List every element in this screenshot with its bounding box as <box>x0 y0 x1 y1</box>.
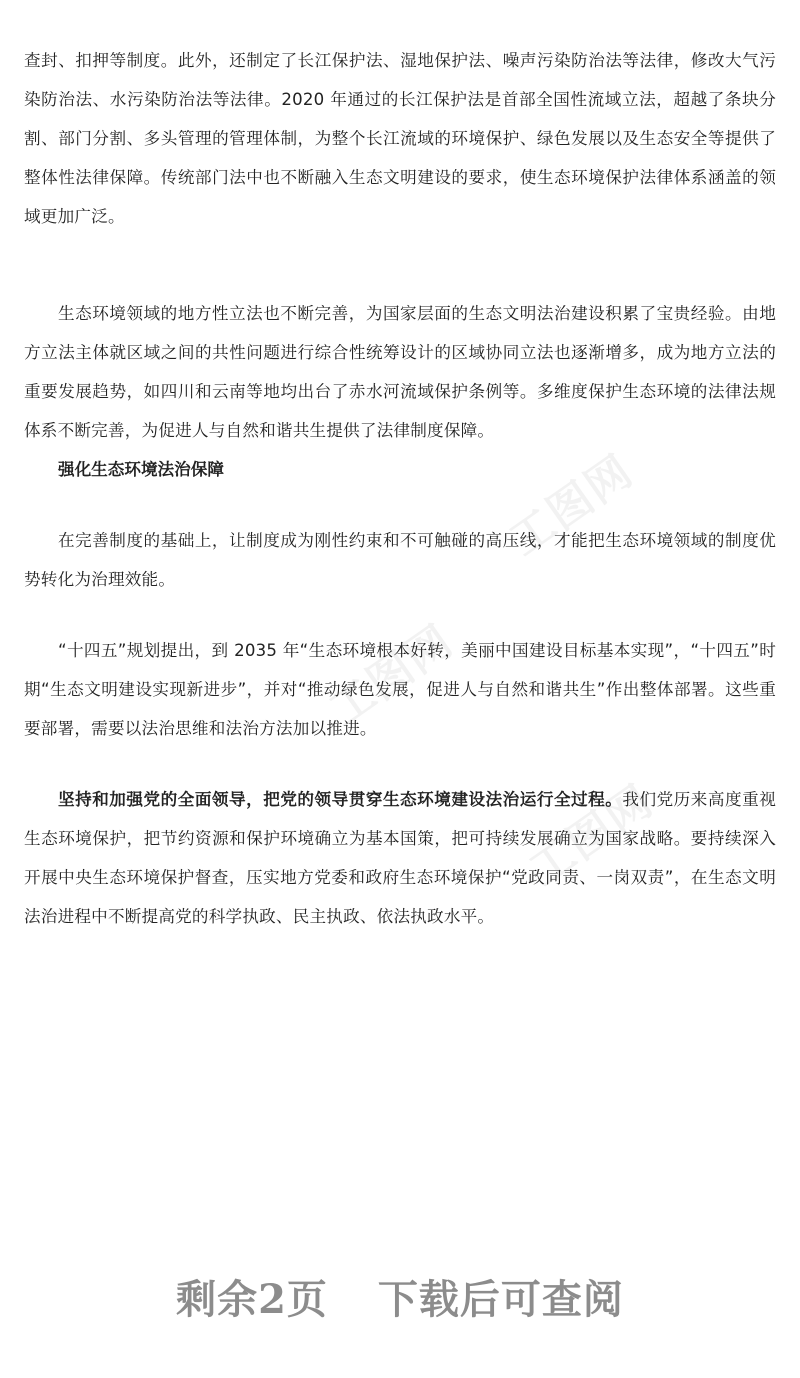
paragraph-5-body: 我们党历来高度重视生态环境保护，把节约资源和保护环境确立为基本国策，把可持续发展确立为国家战略。要持续深入开展中央生态环境保护督查，压实地方党委和政府生态环境保护“党政同责、一岗双责”，在生态文明法治进程中不断提高党的科学执政、民主执政、依法执政水平。 <box>24 790 776 926</box>
watermark: 工图网 <box>520 775 663 897</box>
document-body <box>24 41 776 936</box>
paragraph-5-lead: 坚持和加强党的全面领导，把党的领导贯穿生态环境建设法治运行全过程。 <box>58 790 623 809</box>
paragraph-3: 在完善制度的基础上，让制度成为刚性约束和不可触碰的高压线，才能把生态环境领域的制度优势转化为治理效能。 <box>24 531 776 589</box>
watermark: 工图网 <box>320 615 463 737</box>
watermark: 工图网 <box>500 445 643 567</box>
paragraph-1: 查封、扣押等制度。此外，还制定了长江保护法、湿地保护法、噪声污染防治法等法律，修改大气污染防治法、水污染防治法等法律。2020 年通过的长江保护法是首部全国性流域立法，超越了条块分割、部门分割、多头管理的管理体制，为整个长江流域的环境保护、绿色发展以及生态安全等提供了整体性法律保障。传统部门法中也不断融入生态文明建设的要求，使生态环境保护法律体系涵盖的领域更加广泛。 <box>24 51 776 226</box>
paragraph-2: 生态环境领域的地方性立法也不断完善，为国家层面的生态文明法治建设积累了宝贵经验。由地方立法主体就区域之间的共性问题进行综合性统筹设计的区域协同立法也逐渐增多，成为地方立法的重要发展趋势，如四川和云南等地均出台了赤水河流域保护条例等。多维度保护生态环境的法律法规体系不断完善，为促进人与自然和谐共生提供了法律制度保障。 <box>24 304 776 440</box>
remaining-pages-text: 剩余2页 <box>176 1276 328 1323</box>
paragraph-5 <box>24 780 776 936</box>
download-to-view-text: 下载后可查阅 <box>377 1276 624 1323</box>
section-heading: 强化生态环境法治保障 <box>58 460 224 479</box>
paragraph-4: “十四五”规划提出，到 2035 年“生态环境根本好转，美丽中国建设目标基本实现”，“十四五”时期“生态文明建设实现新进步”，并对“推动绿色发展，促进人与自然和谐共生”作出整体部署。这些重要部署，需要以法治思维和法治方法加以推进。 <box>24 641 776 738</box>
download-banner[interactable] <box>0 1268 800 1325</box>
